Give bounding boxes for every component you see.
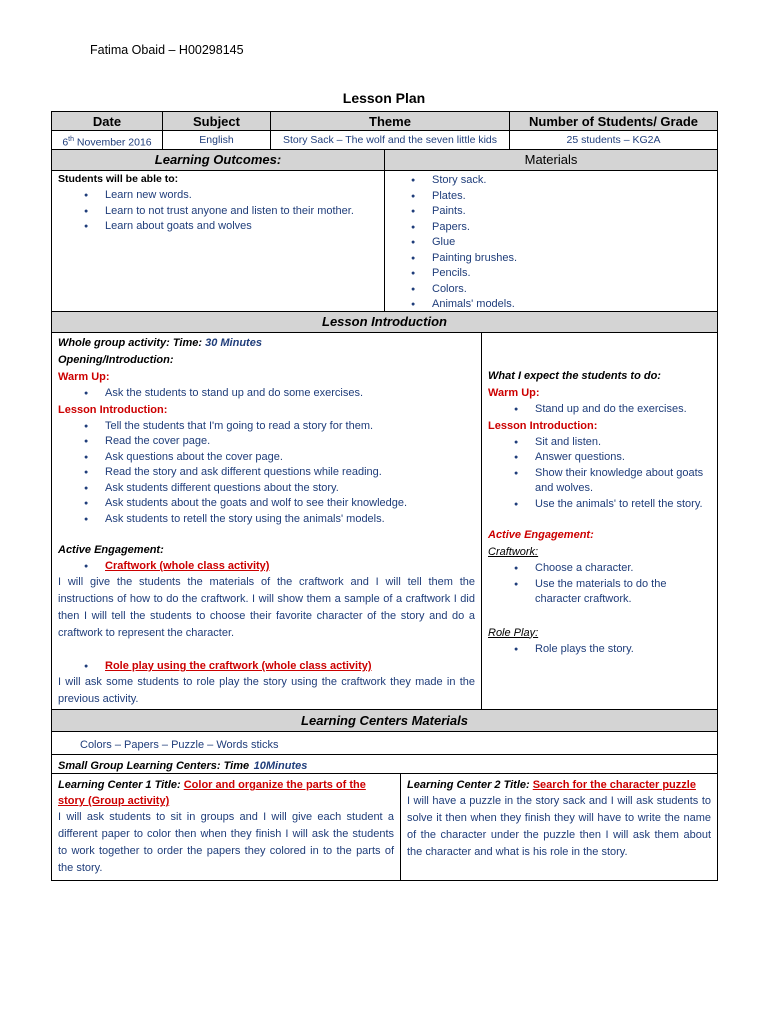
centers-materials-text: Colors – Papers – Puzzle – Words sticks xyxy=(80,739,279,751)
list-item: ● Tell the students that I'm going to read a story for them. xyxy=(58,419,475,435)
roleplay-text: I will ask some students to role play the story using the craftwork they made in the previous activity. xyxy=(58,676,475,705)
whole-group-label: Whole group activity: Time: xyxy=(58,337,203,349)
list-item: ● Plates. xyxy=(385,189,717,205)
center2-text: I will have a puzzle in the story sack and I will ask students to solve it then when they finish they will have to write the name of the character under the puzzle then I will ask them about the character and what is his role in the story. xyxy=(407,795,711,858)
warm-up-label: Warm Up: xyxy=(58,371,110,383)
expect-active-label: Active Engagement: xyxy=(488,529,594,541)
list-item: ● Colors. xyxy=(385,282,717,298)
theme-cell: Story Sack – The wolf and the seven little kids xyxy=(270,130,510,150)
list-item: ● Painting brushes. xyxy=(385,251,717,267)
lesson-intro-list xyxy=(58,419,475,528)
students-cell: 25 students – KG2A xyxy=(509,130,718,150)
header-date: Date xyxy=(51,111,163,131)
list-item: ● Sit and listen. xyxy=(488,435,711,451)
learning-center-1 xyxy=(51,773,401,881)
expectations-body xyxy=(481,332,718,710)
center1-text: I will ask students to sit in groups and I will give each student a different paper to color then when they finish I will ask the students to work together to order the papers they colored in to the parts of the story. xyxy=(58,811,394,874)
centers-materials-row xyxy=(51,731,718,755)
center1-label: Learning Center 1 Title: xyxy=(58,779,181,791)
list-item: ● Use the animals' to retell the story. xyxy=(488,497,711,513)
active-engagement-label: Active Engagement: xyxy=(58,544,164,556)
outcomes-body xyxy=(51,170,385,312)
materials-header: Materials xyxy=(384,149,718,171)
list-item: ● Ask the students to stand up and do some exercises. xyxy=(58,386,475,402)
expect-roleplay-label: Role Play: xyxy=(488,626,539,639)
list-item: ● Learn to not trust anyone and listen to their mother. xyxy=(58,204,378,220)
list-item: ● Papers. xyxy=(385,220,717,236)
expect-warm-up-label: Warm Up: xyxy=(488,387,540,399)
list-item: ● Ask questions about the cover page. xyxy=(58,450,475,466)
list-item: ● Learn new words. xyxy=(58,188,378,204)
materials-body xyxy=(384,170,718,312)
header-students: Number of Students/ Grade xyxy=(509,111,718,131)
craftwork-title: ● Craftwork (whole class activity) xyxy=(58,559,475,574)
small-group-time: 10Minutes xyxy=(253,760,308,772)
expect-title: What I expect the students to do: xyxy=(488,370,661,382)
center2-title: Search for the character puzzle xyxy=(532,779,696,791)
list-item: ● Ask students to retell the story using the animals' models. xyxy=(58,512,475,528)
list-item: ● Ask students about the goats and wolf to see their knowledge. xyxy=(58,496,475,512)
craftwork-text: I will give the students the materials of the craftwork and I will tell them the instructions of how to do the craftwork. I will show them a sample of a craftwork I did then I will tell the students to choose their favorite character of the story and do a craftwork to represent the character. xyxy=(58,576,475,639)
list-item: ● Story sack. xyxy=(385,173,717,189)
list-item: ● Stand up and do the exercises. xyxy=(488,402,711,418)
expect-craftwork-label: Craftwork: xyxy=(488,546,539,558)
outcomes-list xyxy=(58,188,378,235)
list-item: ● Read the story and ask different questions while reading. xyxy=(58,465,475,481)
list-item: ● Choose a character. xyxy=(488,561,711,577)
list-item: ● Glue xyxy=(385,235,717,251)
warm-up-list xyxy=(58,386,475,402)
author-name: Fatima Obaid – H00298145 xyxy=(90,43,244,57)
header-subject: Subject xyxy=(162,111,271,131)
list-item: ● Ask students different questions about the story. xyxy=(58,481,475,497)
center2-label: Learning Center 2 Title: xyxy=(407,779,530,791)
introduction-header: Lesson Introduction xyxy=(51,311,718,333)
expect-intro-label: Lesson Introduction: xyxy=(488,419,598,432)
outcomes-header: Learning Outcomes: xyxy=(51,149,385,171)
list-item: ● Animals' models. xyxy=(385,297,717,313)
small-group-row xyxy=(51,754,718,774)
opening-label: Opening/Introduction: xyxy=(58,354,174,366)
list-item: ● Use the materials to do the character craftwork. xyxy=(488,577,711,608)
list-item: ● Pencils. xyxy=(385,266,717,282)
list-item: ● Show their knowledge about goats and wolves. xyxy=(488,466,711,497)
roleplay-title: ● Role play using the craftwork (whole class activity) xyxy=(58,659,475,674)
introduction-body xyxy=(51,332,482,710)
lesson-intro-label: Lesson Introduction: xyxy=(58,403,168,416)
page-title: Lesson Plan xyxy=(342,90,426,106)
center1-title: Color and organize the parts of the story (Group activity) xyxy=(58,779,366,807)
materials-list xyxy=(385,173,717,313)
outcomes-intro: Students will be able to: xyxy=(58,173,179,185)
list-item: ● Paints. xyxy=(385,204,717,220)
list-item: ● Read the cover page. xyxy=(58,434,475,450)
learning-center-2 xyxy=(400,773,718,881)
list-item: ● Answer questions. xyxy=(488,450,711,466)
whole-group-time: 30 Minutes xyxy=(205,337,262,349)
small-group-label: Small Group Learning Centers: Time xyxy=(58,760,250,772)
date-cell: 6th November 2016 xyxy=(51,130,163,150)
list-item: ● Learn about goats and wolves xyxy=(58,219,378,235)
header-theme: Theme xyxy=(270,111,510,131)
centers-header: Learning Centers Materials xyxy=(51,709,718,732)
list-item: ● Role plays the story. xyxy=(488,642,711,658)
subject-cell: English xyxy=(162,130,271,150)
